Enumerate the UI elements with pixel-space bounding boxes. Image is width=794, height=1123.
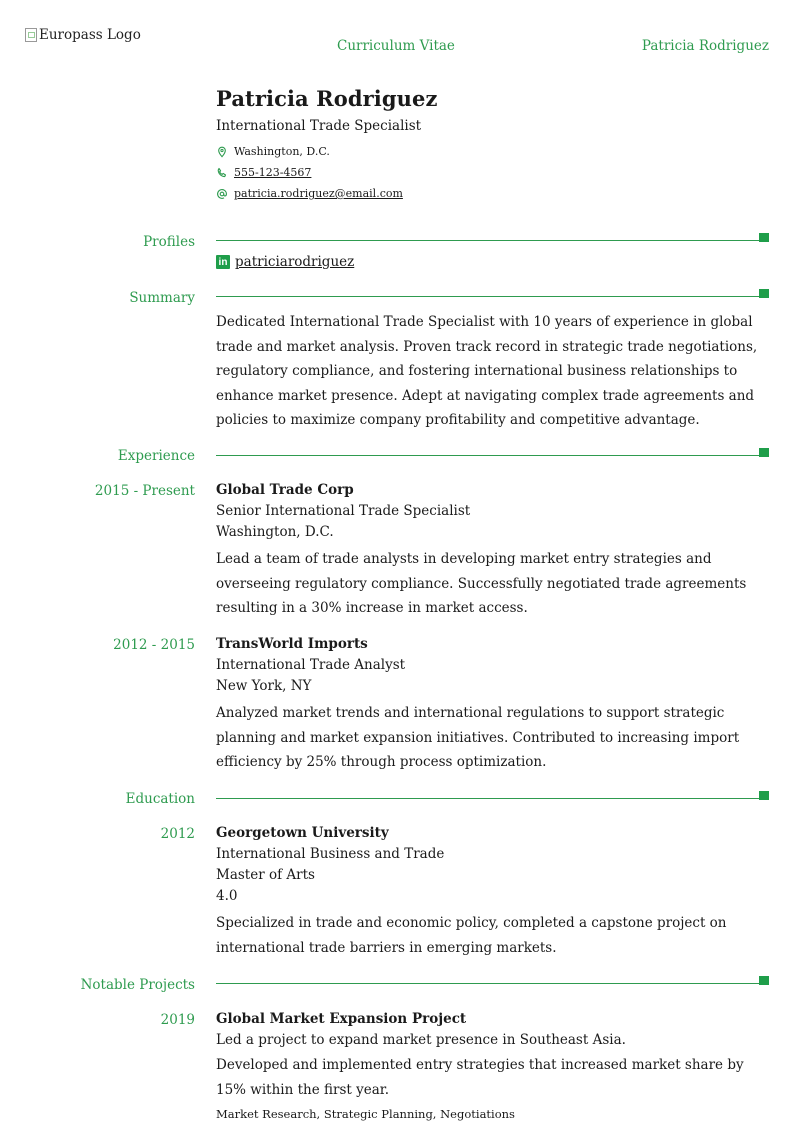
section-label-summary: Summary xyxy=(129,290,195,306)
europass-logo xyxy=(25,27,141,43)
education-area: International Business and Trade xyxy=(216,846,445,862)
email-link[interactable]: patricia.rodriguez@email.com xyxy=(234,187,403,200)
education-institution: Georgetown University xyxy=(216,825,389,841)
profile-linkedin xyxy=(216,254,354,270)
at-sign-icon xyxy=(216,188,228,200)
experience-location: Washington, D.C. xyxy=(216,524,334,540)
document-title: Curriculum Vitae xyxy=(337,38,455,54)
contact-location xyxy=(216,145,330,158)
linkedin-profile-link[interactable]: patriciarodriguez xyxy=(235,254,355,270)
education-score: 4.0 xyxy=(216,888,238,904)
experience-location: New York, NY xyxy=(216,678,312,694)
experience-position: Senior International Trade Specialist xyxy=(216,503,471,519)
section-label-education: Education xyxy=(125,791,195,807)
project-name: Global Market Expansion Project xyxy=(216,1011,467,1027)
location-text: Washington, D.C. xyxy=(234,145,330,158)
document-owner: Patricia Rodriguez xyxy=(641,38,769,54)
map-pin-icon xyxy=(216,146,228,158)
experience-entry xyxy=(216,480,769,621)
experience-entry xyxy=(216,634,769,775)
phone-icon xyxy=(216,167,228,179)
education-degree: Master of Arts xyxy=(216,867,315,883)
education-description: Specialized in trade and economic policy, completed a capstone project on international trade barriers in emerging markets. xyxy=(216,915,727,956)
contact-phone xyxy=(216,166,311,179)
section-label-projects: Notable Projects xyxy=(80,977,195,993)
experience-company: Global Trade Corp xyxy=(216,482,354,498)
experience-date: 2012 - 2015 xyxy=(113,637,195,653)
experience-company: TransWorld Imports xyxy=(216,636,368,652)
section-divider xyxy=(216,447,769,457)
project-summary: Led a project to expand market presence in Southeast Asia. xyxy=(216,1032,626,1048)
project-keywords: Market Research, Strategic Planning, Negotiations xyxy=(216,1107,515,1121)
logo-alt-text: Europass Logo xyxy=(39,27,141,43)
person-headline: International Trade Specialist xyxy=(216,118,422,134)
experience-position: International Trade Analyst xyxy=(216,657,406,673)
section-label-experience: Experience xyxy=(117,448,195,464)
linkedin-icon: in xyxy=(216,255,230,269)
section-divider xyxy=(216,975,769,985)
page-header xyxy=(0,0,794,70)
section-divider xyxy=(216,232,769,242)
contact-email xyxy=(216,187,403,200)
section-divider xyxy=(216,790,769,800)
person-name: Patricia Rodriguez xyxy=(216,86,438,111)
experience-date: 2015 - Present xyxy=(94,483,195,499)
project-date: 2019 xyxy=(160,1012,195,1028)
education-entry xyxy=(216,823,769,960)
broken-image-icon xyxy=(25,28,37,42)
education-date: 2012 xyxy=(160,826,195,842)
section-label-profiles: Profiles xyxy=(143,234,195,250)
experience-description: Lead a team of trade analysts in developing market entry strategies and overseeing regulatory compliance. Successfully negotiated trade agreements resulting in a 30% increase in market access. xyxy=(216,551,747,616)
project-description: Developed and implemented entry strategies that increased market share by 15% within the first year. xyxy=(216,1057,744,1098)
section-divider xyxy=(216,288,769,298)
summary-text: Dedicated International Trade Specialist with 10 years of experience in global trade and market analysis. Proven track record in strategic trade negotiations, regulatory compliance, and fostering international business relationships to enhance market presence. Adept at navigating complex trade agreements and policies to maximize company profitability and competitive advantage. xyxy=(216,314,758,428)
experience-description: Analyzed market trends and international regulations to support strategic planning and market expansion initiatives. Contributed to increasing import efficiency by 25% through process optimization. xyxy=(216,705,740,770)
phone-link[interactable]: 555-123-4567 xyxy=(234,166,312,179)
project-entry xyxy=(216,1009,769,1122)
